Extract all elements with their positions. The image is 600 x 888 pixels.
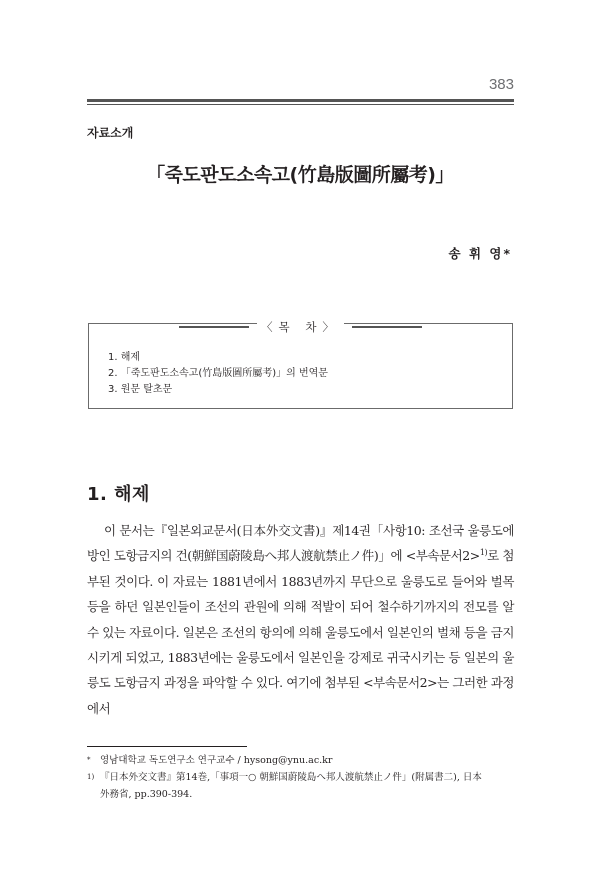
document-title: 「죽도판도소속고(竹島版圖所屬考)」 xyxy=(146,164,454,186)
body-paragraph xyxy=(87,518,514,721)
toc-item: 3. 원문 탈초문 xyxy=(108,384,173,395)
paragraph-text-part1: 이 문서는『일본외교문서(日本外交文書)』제14권「사항10: 조선국 울릉도에 방인 도항금지의 건(朝鮮国蔚陵島へ邦人渡航禁止ノ件)」에 <부속문서2> xyxy=(87,523,514,564)
footnote-continuation: 外務省, pp.390-394. xyxy=(100,789,193,800)
footnote-mark: 1) xyxy=(87,773,95,781)
footnote-reference[interactable]: 1) xyxy=(479,548,488,558)
table-of-contents xyxy=(88,319,513,409)
toc-header-left-rule xyxy=(179,326,249,328)
footnote-text: 영남대학교 독도연구소 연구교수 / hysong@ynu.ac.kr xyxy=(100,755,333,766)
toc-title: 〈목 차〉 xyxy=(257,320,344,334)
footnote-text: 『日本外交文書』第14巻,「事項一○ 朝鮮国蔚陵島へ邦人渡航禁止ノ件」(附属書二), 日本 xyxy=(100,772,482,783)
footnote-author xyxy=(87,752,514,769)
toc-header xyxy=(89,316,512,335)
toc-header-right-rule xyxy=(352,326,422,328)
footnotes xyxy=(87,752,514,803)
section-heading: 1. 해제 xyxy=(87,484,150,505)
author-name: 송 휘 영* xyxy=(448,246,512,261)
page-number: 383 xyxy=(488,76,514,93)
footnote-divider xyxy=(87,746,247,747)
toc-item: 2. 「죽도판도소속고(竹島版圖所屬考)」의 번역문 xyxy=(108,368,328,379)
section-label: 자료소개 xyxy=(87,126,134,140)
toc-item: 1. 해제 xyxy=(108,352,141,363)
toc-list xyxy=(108,350,328,398)
footnote-1 xyxy=(87,769,514,803)
footnote-mark: * xyxy=(87,756,91,764)
header-rule xyxy=(87,99,514,105)
paragraph-text-part2: 로 첨부된 것이다. 이 자료는 1881년에서 1883년까지 무단으로 울릉도로 들어와 벌목 등을 하던 일본인들이 조선의 관원에 의해 적발이 되어 철수하기까지의 전모를 알 수 있는 자료이다. 일본은 조선의 항의에 의해 울릉도에서 일본인의 벌채 등을 금지시키게 되었고, 1883년에는 울릉도에서 일본인을 강제로 귀국시키는 등 일본의 울릉도 도항금지 과정을 파악할 수 있다. 여기에 첨부된 <부속문서2>는 그러한 과정에서 xyxy=(87,548,514,716)
